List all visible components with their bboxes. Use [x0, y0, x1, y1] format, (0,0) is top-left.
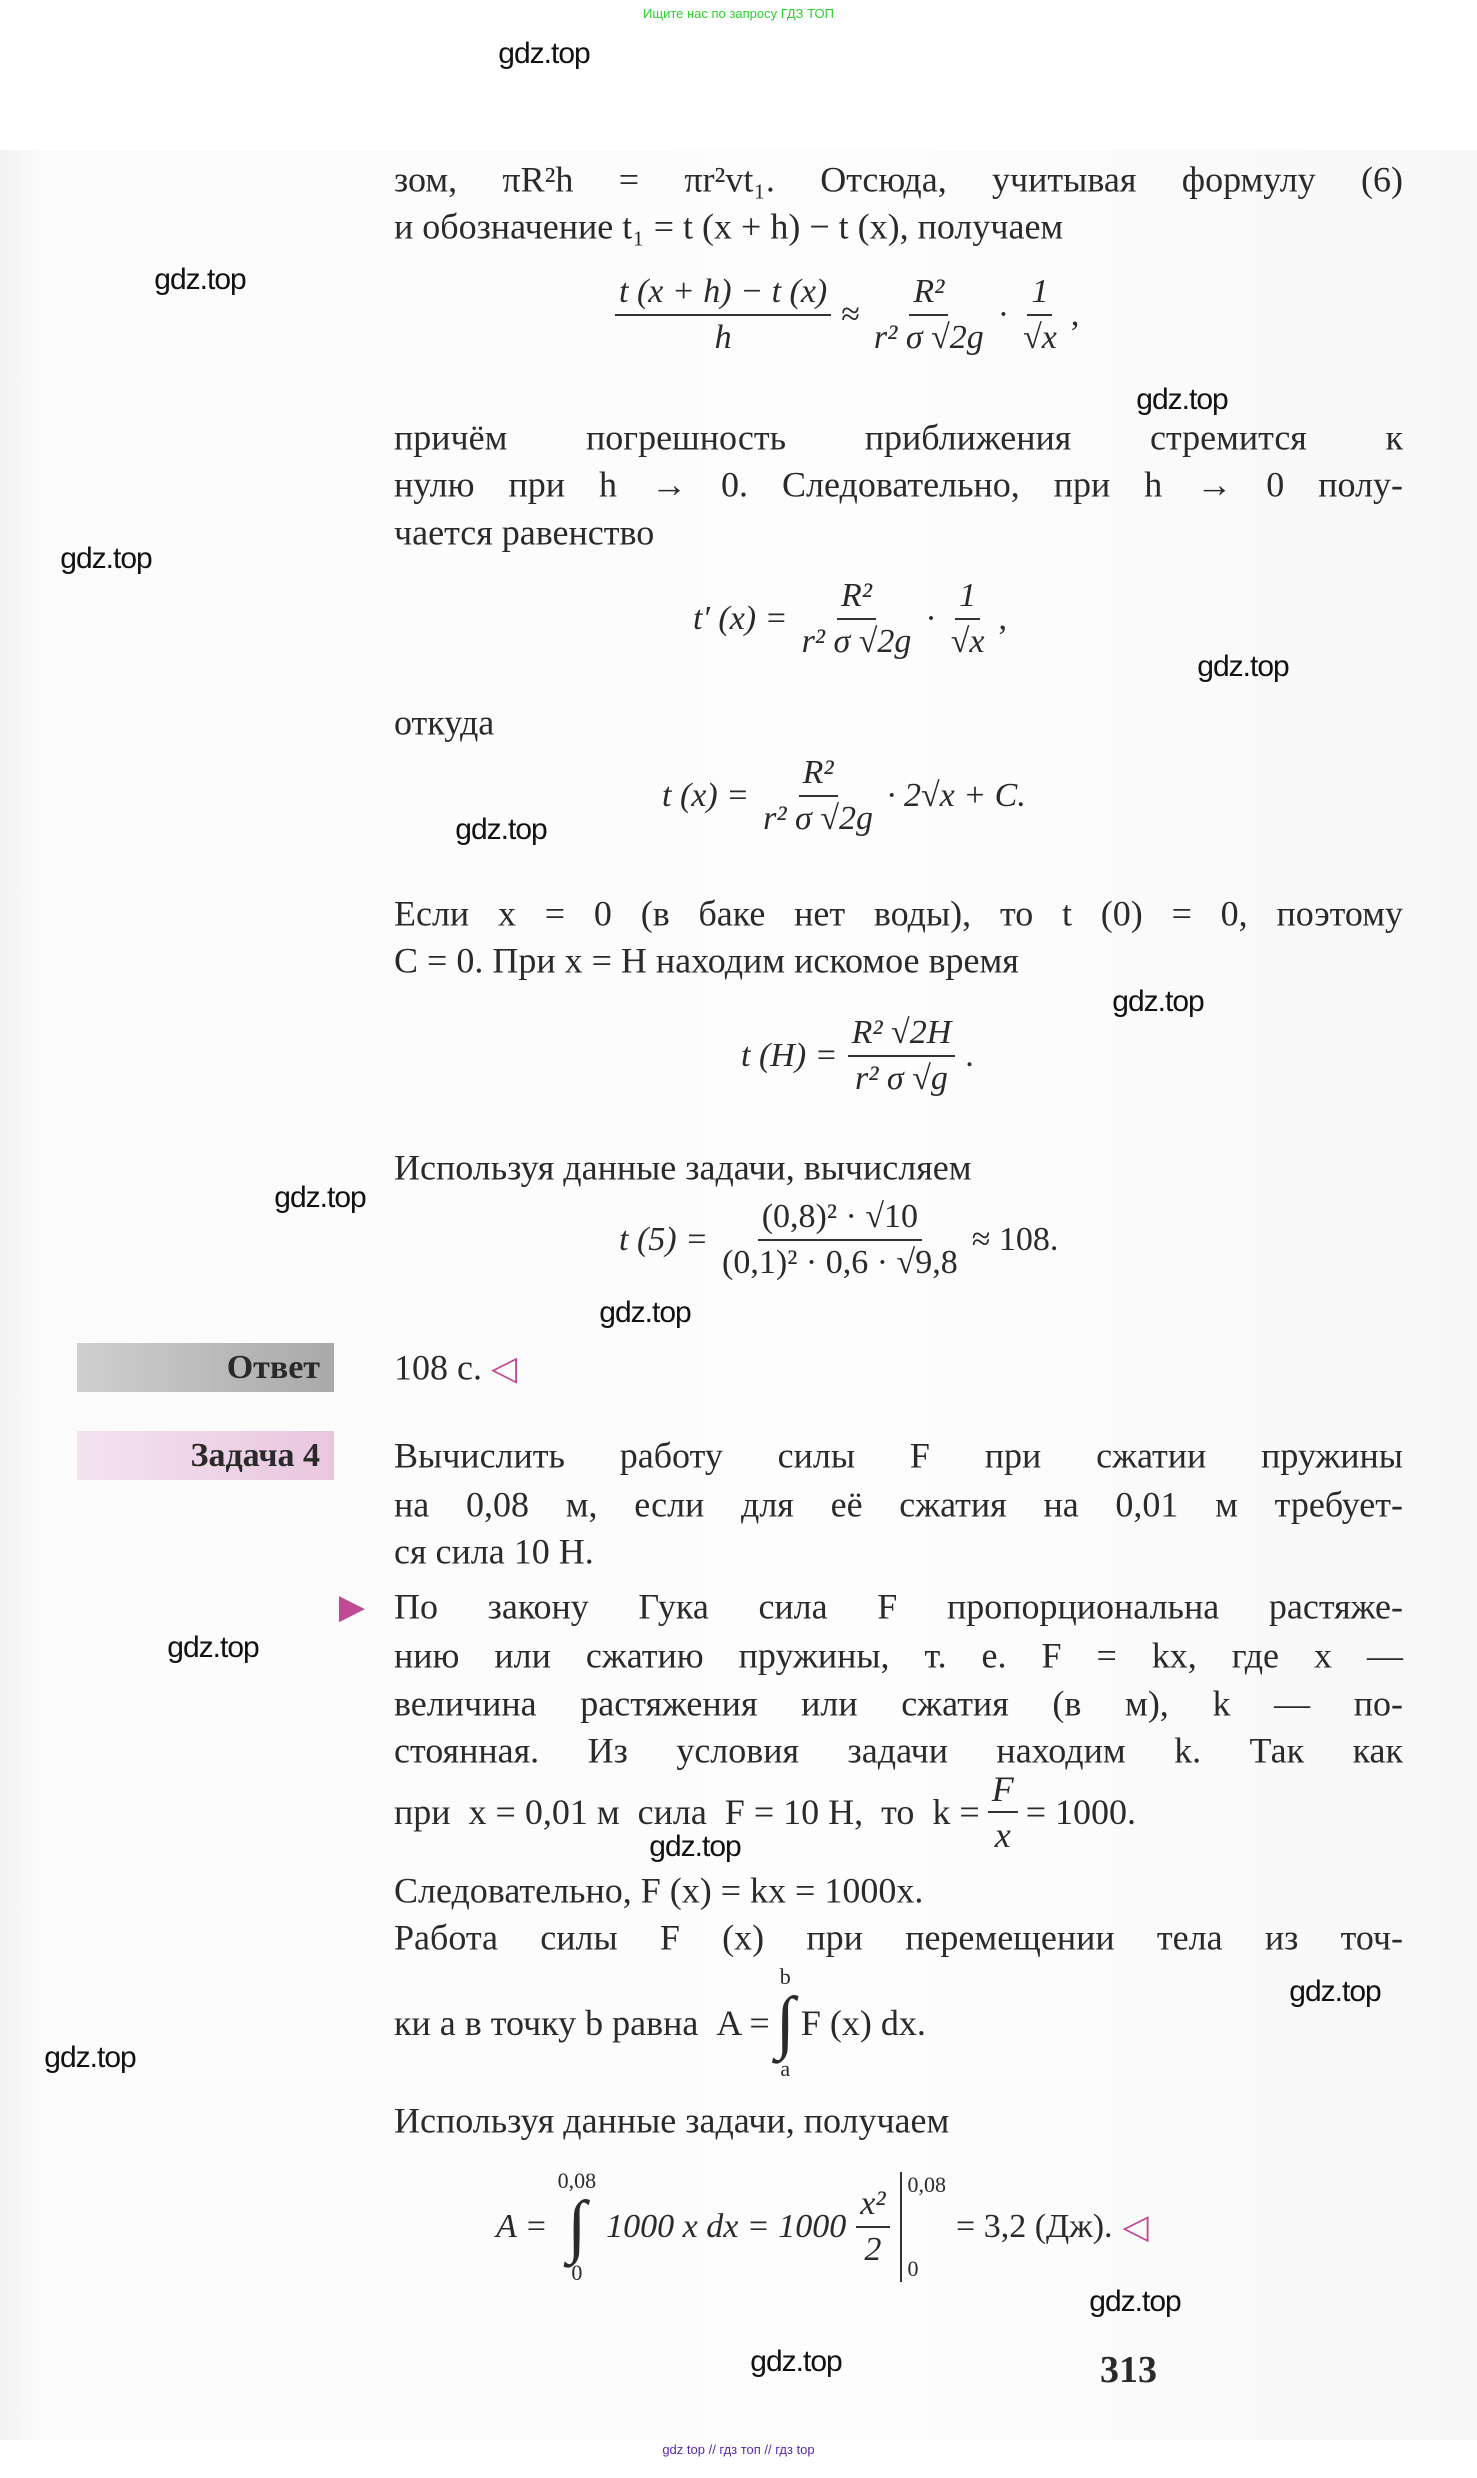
text-line: Используя данные задачи, получаем	[394, 2100, 950, 2141]
text-segment: = 1000.	[1025, 1792, 1136, 1832]
footer-links[interactable]: gdz top // гдз топ // гдз top	[662, 2442, 815, 2457]
watermark: gdz.top	[750, 2345, 842, 2378]
text-line: Следовательно, F (x) = kx = 1000x.	[394, 1870, 924, 1911]
formula-difference-quotient	[615, 270, 1079, 360]
denominator: √x	[950, 623, 985, 660]
watermark: gdz.top	[649, 1830, 741, 1863]
watermark: gdz.top	[1136, 383, 1228, 416]
numerator: 1	[955, 574, 980, 620]
text-segment: ки a в точку b равна A =	[394, 2002, 770, 2043]
watermark: gdz.top	[60, 542, 152, 575]
denominator: r² σ √2g	[801, 623, 912, 660]
numerator: x²	[856, 2182, 889, 2228]
denominator: r² σ √g	[855, 1060, 948, 1097]
page-number: 313	[1100, 2349, 1157, 2391]
numerator: t (x + h) − t (x)	[615, 270, 831, 316]
answer-value: 108 с.	[394, 1347, 482, 1388]
punctuation: .	[965, 1037, 974, 1074]
rhs: · 2√x + C.	[886, 777, 1026, 814]
text-line: и обозначение t₁ = t (x + h) − t (x), получаем	[394, 206, 1064, 247]
text-segment: F (x) dx.	[800, 2002, 926, 2043]
integral-icon: ∫	[567, 2188, 587, 2265]
watermark: gdz.top	[1112, 985, 1204, 1018]
integral-icon: ∫	[775, 1984, 795, 2061]
denominator: r² σ √2g	[763, 800, 873, 837]
text-line: Работа силы F (x) при перемещении тела из точ-	[394, 1917, 1403, 1958]
numerator: R² √2H	[848, 1011, 956, 1057]
watermark: gdz.top	[167, 1631, 259, 1664]
text-line: Вычислить работу силы F при сжатии пружины	[394, 1435, 1403, 1476]
denominator: 2	[864, 2231, 882, 2268]
watermark: gdz.top	[1289, 1975, 1381, 2008]
text-line: стоянная. Из условия задачи находим k. Так как	[394, 1730, 1403, 1771]
numerator: 1	[1027, 270, 1052, 316]
text-line: чается равенство	[394, 512, 655, 553]
numerator: (0,8)² · √10	[758, 1195, 922, 1241]
formula-numeric	[619, 1195, 1058, 1285]
watermark: gdz.top	[274, 1181, 366, 1214]
upper-limit: 0,08	[907, 2172, 947, 2197]
search-banner[interactable]: Ищите нас по запросу ГДЗ ТОП	[643, 6, 834, 21]
answer-label: Ответ	[77, 1343, 334, 1392]
end-mark-icon: ◁	[490, 1350, 518, 1388]
task-label: Задача 4	[77, 1431, 334, 1480]
formula-time	[741, 1011, 974, 1101]
watermark: gdz.top	[455, 813, 547, 846]
lower-limit: 0	[907, 2256, 919, 2281]
text-segment: при x = 0,01 м сила F = 10 Н, то k =	[394, 1792, 980, 1832]
denominator: x	[994, 1815, 1011, 1855]
end-mark-icon: ◁	[1122, 2209, 1149, 2246]
watermark: gdz.top	[154, 263, 246, 296]
text-line: на 0,08 м, если для её сжатия на 0,01 м требует-	[394, 1484, 1403, 1525]
watermark: gdz.top	[498, 37, 590, 70]
denominator: r² σ √2g	[873, 319, 984, 356]
integrand: 1000 x dx = 1000	[606, 2208, 847, 2245]
text-line: зом, πR²h = πr²vt₁. Отсюда, учитывая формулу (6)	[394, 159, 1403, 200]
lhs: t (H) =	[741, 1037, 838, 1074]
operator: ≈	[841, 296, 860, 333]
rhs: ≈ 108.	[971, 1221, 1059, 1258]
lower-limit: a	[780, 2056, 791, 2081]
integral	[558, 2170, 597, 2284]
text-line: откуда	[394, 702, 495, 743]
punctuation: ,	[1070, 296, 1080, 333]
numerator: R²	[909, 270, 948, 316]
text-line: нулю при h → 0. Следовательно, при h → 0 полу-	[394, 464, 1403, 505]
numerator: R²	[799, 751, 838, 797]
formula-work	[496, 2170, 1149, 2284]
text-line	[394, 1963, 926, 2083]
lhs: t (5) =	[619, 1221, 709, 1258]
solution-marker-icon: ▶	[338, 1589, 366, 1626]
text-line: величина растяжения или сжатия (в м), k — по-	[394, 1683, 1403, 1724]
operator: ·	[997, 296, 1010, 333]
rhs: = 3,2 (Дж).	[956, 2208, 1113, 2245]
integral-ab	[776, 1966, 795, 2080]
text-line: Если x = 0 (в баке нет воды), то t (0) = 0, поэтому	[394, 893, 1403, 934]
upper-limit: b	[779, 1964, 791, 1989]
lhs: t (x) =	[662, 777, 750, 814]
numerator: F	[988, 1767, 1018, 1813]
formula-antiderivative	[662, 751, 1026, 841]
denominator: h	[714, 319, 732, 356]
text-line: C = 0. При x = H находим искомое время	[394, 940, 1019, 981]
watermark: gdz.top	[44, 2041, 136, 2074]
answer-text	[394, 1345, 517, 1392]
lower-limit: 0	[571, 2260, 583, 2285]
text-line: По закону Гука сила F пропорциональна растяже-	[394, 1586, 1403, 1627]
punctuation: ,	[998, 600, 1008, 637]
watermark: gdz.top	[1197, 650, 1289, 683]
denominator: (0,1)² · 0,6 · √9,8	[722, 1244, 958, 1281]
lhs: t′ (x) =	[693, 600, 788, 637]
text-line: Используя данные задачи, вычисляем	[394, 1147, 972, 1188]
text-line: нию или сжатию пружины, т. е. F = kx, где x —	[394, 1635, 1403, 1676]
watermark: gdz.top	[1089, 2285, 1181, 2318]
operator: ·	[925, 600, 937, 637]
lhs: A =	[496, 2208, 548, 2245]
text-line: ся сила 10 Н.	[394, 1531, 594, 1572]
text-line	[394, 1767, 1136, 1857]
numerator: R²	[837, 574, 876, 620]
denominator: √x	[1023, 319, 1057, 356]
evaluation-bar	[900, 2172, 947, 2282]
watermark: gdz.top	[599, 1296, 691, 1329]
formula-derivative	[693, 574, 1007, 664]
upper-limit: 0,08	[557, 2168, 597, 2193]
text-line: причём погрешность приближения стремится к	[394, 417, 1403, 458]
